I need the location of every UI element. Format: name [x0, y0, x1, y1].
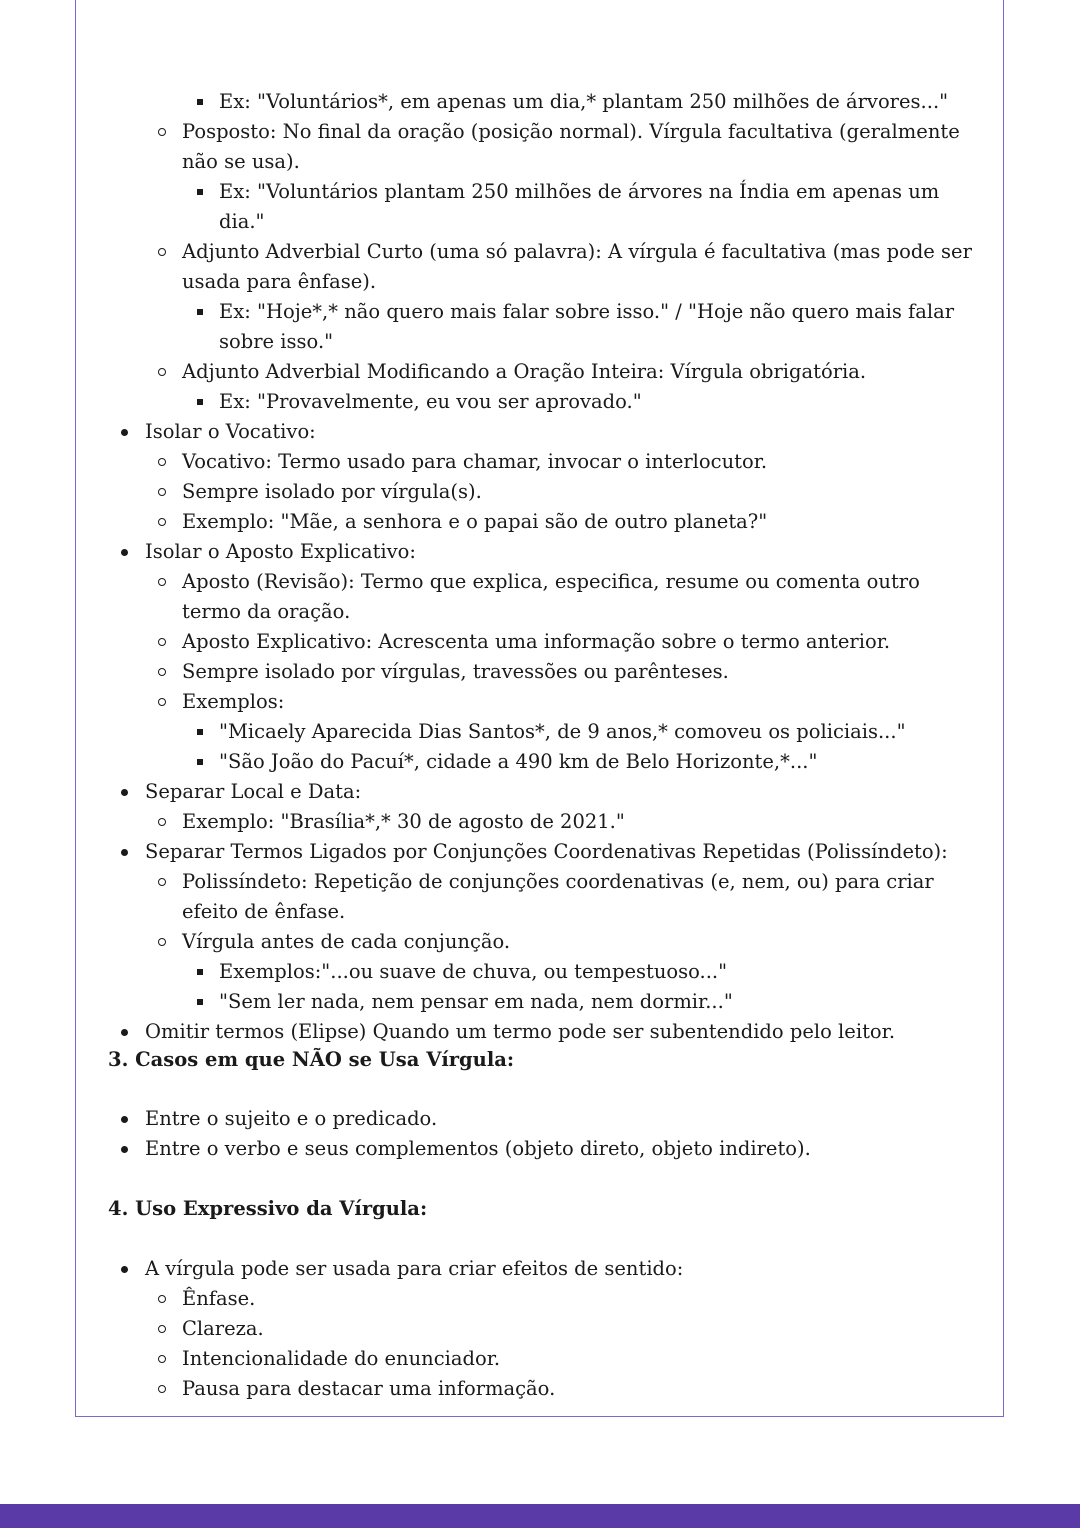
- list-item: Adjunto Adverbial Modificando a Oração Inteira: Vírgula obrigatória.: [0, 357, 1080, 387]
- list-item: Polissíndeto: Repetição de conjunções coordenativas (e, nem, ou) para criar efeito de ênfase.: [0, 867, 1080, 927]
- disc-bullet-icon: [121, 429, 128, 436]
- circle-bullet-icon: [158, 518, 166, 526]
- list-item: Sempre isolado por vírgula(s).: [0, 477, 1080, 507]
- list-item: Exemplos:: [0, 687, 1080, 717]
- square-bullet-icon: [197, 969, 203, 975]
- disc-bullet-icon: [121, 1116, 128, 1123]
- circle-bullet-icon: [158, 698, 166, 706]
- list-item: Adjunto Adverbial Curto (uma só palavra): A vírgula é facultativa (mas pode ser usada para ênfase).: [0, 237, 1080, 297]
- circle-bullet-icon: [158, 1385, 166, 1393]
- disc-bullet-icon: [121, 1266, 128, 1273]
- list-item: Exemplo: "Brasília*,* 30 de agosto de 2021.": [0, 807, 1080, 837]
- circle-bullet-icon: [158, 128, 166, 136]
- list-item: Separar Local e Data:: [0, 777, 1080, 807]
- circle-bullet-icon: [158, 1355, 166, 1363]
- list-item: Ex: "Provavelmente, eu vou ser aprovado.": [0, 387, 1080, 417]
- list-item: Exemplos:"...ou suave de chuva, ou tempestuoso...": [0, 957, 1080, 987]
- list-item: Aposto (Revisão): Termo que explica, especifica, resume ou comenta outro termo da oração.: [0, 567, 1080, 627]
- circle-bullet-icon: [158, 818, 166, 826]
- list-item: Intencionalidade do enunciador.: [0, 1344, 1080, 1374]
- square-bullet-icon: [197, 759, 203, 765]
- circle-bullet-icon: [158, 368, 166, 376]
- list-item: "Micaely Aparecida Dias Santos*, de 9 anos,* comoveu os policiais...": [0, 717, 1080, 747]
- list-item: A vírgula pode ser usada para criar efeitos de sentido:: [0, 1254, 1080, 1284]
- list-item: Isolar o Aposto Explicativo:: [0, 537, 1080, 567]
- square-bullet-icon: [197, 999, 203, 1005]
- circle-bullet-icon: [158, 638, 166, 646]
- circle-bullet-icon: [158, 248, 166, 256]
- list-item: "Sem ler nada, nem pensar em nada, nem dormir...": [0, 987, 1080, 1017]
- list-item: Ex: "Voluntários plantam 250 milhões de árvores na Índia em apenas um dia.": [0, 177, 1080, 237]
- list-item: Omitir termos (Elipse) Quando um termo pode ser subentendido pelo leitor.: [0, 1017, 1080, 1047]
- square-bullet-icon: [197, 729, 203, 735]
- disc-bullet-icon: [121, 1029, 128, 1036]
- list-item: Sempre isolado por vírgulas, travessões ou parênteses.: [0, 657, 1080, 687]
- expressive-comma-list: [0, 1254, 1080, 1404]
- list-item: Ex: "Voluntários*, em apenas um dia,* plantam 250 milhões de árvores...": [0, 87, 1080, 117]
- list-item: Posposto: No final da oração (posição normal). Vírgula facultativa (geralmente não se usa).: [0, 117, 1080, 177]
- circle-bullet-icon: [158, 878, 166, 886]
- square-bullet-icon: [197, 309, 203, 315]
- list-item: Vocativo: Termo usado para chamar, invocar o interlocutor.: [0, 447, 1080, 477]
- list-item: Entre o sujeito e o predicado.: [0, 1104, 1080, 1134]
- list-item: Ênfase.: [0, 1284, 1080, 1314]
- disc-bullet-icon: [121, 849, 128, 856]
- circle-bullet-icon: [158, 1295, 166, 1303]
- list-item: "São João do Pacuí*, cidade a 490 km de Belo Horizonte,*...": [0, 747, 1080, 777]
- circle-bullet-icon: [158, 488, 166, 496]
- circle-bullet-icon: [158, 668, 166, 676]
- list-item: Clareza.: [0, 1314, 1080, 1344]
- list-item: Entre o verbo e seus complementos (objeto direto, objeto indireto).: [0, 1134, 1080, 1164]
- list-item: Aposto Explicativo: Acrescenta uma informação sobre o termo anterior.: [0, 627, 1080, 657]
- footer-bar: [0, 1504, 1080, 1528]
- list-item: Separar Termos Ligados por Conjunções Coordenativas Repetidas (Polissíndeto):: [0, 837, 1080, 867]
- section-heading: 4. Uso Expressivo da Vírgula:: [108, 1197, 428, 1220]
- list-item: Pausa para destacar uma informação.: [0, 1374, 1080, 1404]
- no-comma-list: [0, 1104, 1080, 1164]
- disc-bullet-icon: [121, 1146, 128, 1153]
- circle-bullet-icon: [158, 578, 166, 586]
- section-heading: 3. Casos em que NÃO se Usa Vírgula:: [108, 1048, 515, 1071]
- list-item: Vírgula antes de cada conjunção.: [0, 927, 1080, 957]
- square-bullet-icon: [197, 399, 203, 405]
- square-bullet-icon: [197, 189, 203, 195]
- disc-bullet-icon: [121, 789, 128, 796]
- list-item: Isolar o Vocativo:: [0, 417, 1080, 447]
- circle-bullet-icon: [158, 938, 166, 946]
- circle-bullet-icon: [158, 1325, 166, 1333]
- list-item: Exemplo: "Mãe, a senhora e o papai são de outro planeta?": [0, 507, 1080, 537]
- disc-bullet-icon: [121, 549, 128, 556]
- comma-rules-list: [0, 87, 1080, 1047]
- list-item: Ex: "Hoje*,* não quero mais falar sobre isso." / "Hoje não quero mais falar sobre isso.": [0, 297, 1080, 357]
- square-bullet-icon: [197, 99, 203, 105]
- circle-bullet-icon: [158, 458, 166, 466]
